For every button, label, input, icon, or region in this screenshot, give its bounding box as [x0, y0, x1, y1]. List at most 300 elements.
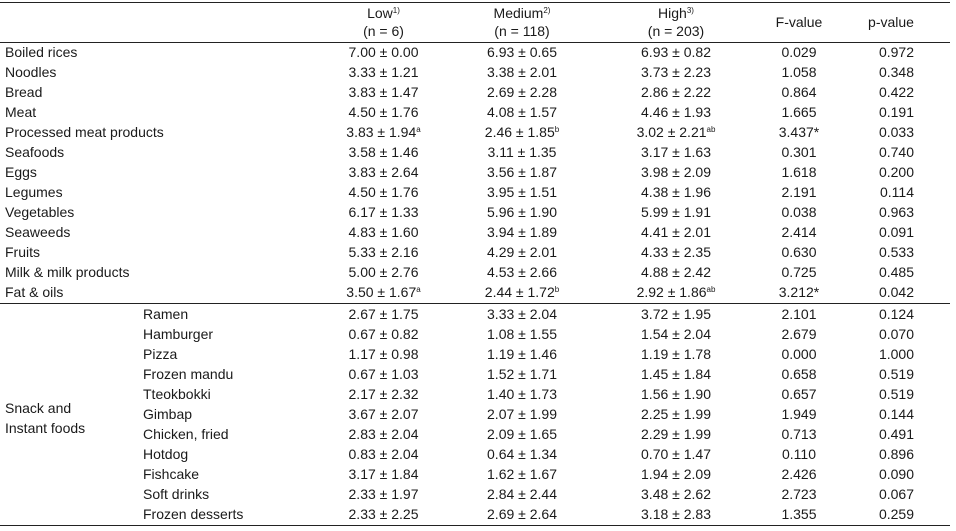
low-value-cell — [330, 102, 437, 122]
high-value-cell — [617, 404, 735, 424]
p-value-cell-text: 0.348 — [878, 64, 914, 80]
significance-letter: ab — [706, 125, 716, 134]
medium-value-cell-text: 1.40 ± 1.73 — [487, 386, 557, 402]
food-name-cell-text: Vegetables — [5, 204, 75, 220]
p-value-cell — [868, 142, 914, 162]
medium-value-cell — [466, 404, 578, 424]
snack-group-label-line1: Snack and — [5, 400, 72, 416]
high-value-cell-text: 1.54 ± 2.04 — [641, 326, 711, 342]
f-value-cell-text: 0.657 — [781, 386, 817, 402]
f-value-cell-text: 2.101 — [781, 306, 817, 322]
p-value-cell — [868, 464, 914, 484]
high-value-cell-text: 3.02 ± 2.21 — [636, 124, 707, 140]
food-name-cell — [143, 464, 199, 484]
f-value-cell-text: 0.000 — [781, 346, 817, 362]
table-row — [0, 324, 956, 344]
food-name-cell-text: Legumes — [5, 184, 63, 200]
header-low — [330, 4, 437, 40]
food-name-cell-text: Fat & oils — [5, 284, 64, 300]
table-row — [0, 262, 956, 282]
low-value-cell-text: 3.83 ± 1.94 — [346, 124, 417, 140]
f-value-cell-text: 0.038 — [781, 204, 817, 220]
food-name-cell — [143, 484, 209, 504]
f-value-cell — [768, 102, 830, 122]
medium-value-cell — [466, 182, 578, 202]
low-value-cell-text: 3.33 ± 1.21 — [348, 64, 419, 80]
medium-value-cell — [466, 484, 578, 504]
p-value-cell — [868, 324, 914, 344]
medium-value-cell — [466, 82, 578, 102]
low-value-cell — [330, 122, 437, 142]
f-value-cell — [768, 384, 830, 404]
medium-value-cell — [466, 304, 578, 324]
high-value-cell-text: 2.29 ± 1.99 — [641, 426, 711, 442]
high-value-cell — [617, 242, 735, 262]
p-value-cell-text: 0.896 — [878, 446, 914, 462]
high-value-cell — [617, 424, 735, 444]
low-value-cell — [330, 42, 437, 62]
header-medium-note: 2) — [543, 6, 551, 15]
medium-value-cell-text: 1.08 ± 1.55 — [487, 326, 557, 342]
table-row — [0, 62, 956, 82]
p-value-cell-text: 0.070 — [878, 326, 914, 342]
header-fvalue: F-value — [775, 14, 823, 30]
high-value-cell — [617, 62, 735, 82]
high-value-cell-text: 1.94 ± 2.09 — [641, 466, 711, 482]
medium-value-cell — [466, 282, 578, 302]
high-value-cell-text: 0.70 ± 1.47 — [641, 446, 711, 462]
p-value-cell-text: 0.090 — [878, 466, 914, 482]
table-row — [0, 202, 956, 222]
f-value-cell-text: 0.658 — [781, 366, 817, 382]
high-value-cell — [617, 282, 735, 302]
p-value-cell-text: 0.091 — [878, 224, 914, 240]
table-row — [0, 464, 956, 484]
medium-value-cell — [466, 142, 578, 162]
food-name-cell — [5, 182, 63, 202]
high-value-cell-text: 3.73 ± 2.23 — [641, 64, 711, 80]
table-row — [0, 222, 956, 242]
f-value-cell — [768, 82, 830, 102]
high-value-cell-text: 3.17 ± 1.63 — [641, 144, 711, 160]
high-value-cell — [617, 344, 735, 364]
f-value-cell — [768, 324, 830, 344]
f-value-cell — [768, 424, 830, 444]
p-value-cell-text: 0.422 — [878, 84, 914, 100]
f-value-cell — [768, 304, 830, 324]
f-value-cell — [768, 344, 830, 364]
high-value-cell — [617, 182, 735, 202]
high-value-cell-text: 1.45 ± 1.84 — [641, 366, 711, 382]
p-value-cell-text: 0.144 — [878, 406, 914, 422]
high-value-cell-text: 2.92 ± 1.86 — [636, 284, 707, 300]
high-value-cell — [617, 304, 735, 324]
high-value-cell — [617, 364, 735, 384]
low-value-cell-text: 0.67 ± 0.82 — [348, 326, 419, 342]
high-value-cell-text: 3.72 ± 1.95 — [641, 306, 711, 322]
low-value-cell — [330, 242, 437, 262]
food-name-cell-text: Processed meat products — [5, 124, 164, 140]
header-high-n: (n = 203) — [647, 23, 705, 39]
f-value-cell-text: 2.414 — [781, 224, 817, 240]
p-value-cell-text: 0.191 — [878, 104, 914, 120]
medium-value-cell-text: 5.96 ± 1.90 — [487, 204, 557, 220]
low-value-cell — [330, 364, 437, 384]
high-value-cell-text: 4.38 ± 1.96 — [641, 184, 711, 200]
f-value-cell-text: 1.355 — [781, 506, 817, 522]
low-value-cell-text: 2.33 ± 2.25 — [348, 506, 419, 522]
f-value-cell — [768, 202, 830, 222]
low-value-cell-text: 2.83 ± 2.04 — [348, 426, 419, 442]
low-value-cell — [330, 404, 437, 424]
medium-value-cell — [466, 504, 578, 524]
low-value-cell-text: 4.50 ± 1.76 — [348, 104, 419, 120]
medium-value-cell — [466, 102, 578, 122]
food-name-cell-text: Bread — [5, 84, 43, 100]
p-value-cell-text: 0.485 — [878, 264, 914, 280]
medium-value-cell-text: 2.44 ± 1.72 — [484, 284, 555, 300]
low-value-cell — [330, 82, 437, 102]
food-name-cell-text: Hotdog — [143, 446, 189, 462]
p-value-cell — [868, 202, 914, 222]
header-medium-n: (n = 118) — [494, 23, 550, 39]
low-value-cell-text: 0.67 ± 1.03 — [348, 366, 419, 382]
food-name-cell — [143, 424, 229, 444]
header-low-n: (n = 6) — [363, 23, 404, 39]
food-name-cell — [143, 324, 213, 344]
food-name-cell — [143, 384, 211, 404]
high-value-cell-text: 3.18 ± 2.83 — [641, 506, 711, 522]
food-name-cell — [143, 404, 192, 424]
f-value-cell — [768, 484, 830, 504]
low-value-cell — [330, 182, 437, 202]
low-value-cell — [330, 222, 437, 242]
food-name-cell — [5, 282, 63, 302]
medium-value-cell-text: 2.84 ± 2.44 — [487, 486, 557, 502]
low-value-cell-text: 3.67 ± 2.07 — [348, 406, 419, 422]
food-name-cell — [143, 504, 243, 524]
food-name-cell-text: Seafoods — [5, 144, 65, 160]
header-high-note: 3) — [686, 6, 694, 15]
food-name-cell-text: Boiled rices — [5, 44, 78, 60]
medium-value-cell-text: 2.09 ± 1.65 — [487, 426, 557, 442]
p-value-cell — [868, 42, 914, 62]
high-value-cell-text: 5.99 ± 1.91 — [641, 204, 711, 220]
table-row — [0, 304, 956, 324]
f-value-cell-text: 0.029 — [781, 44, 817, 60]
f-value-cell — [768, 404, 830, 424]
medium-value-cell-text: 2.69 ± 2.64 — [487, 506, 557, 522]
p-value-cell-text: 0.124 — [878, 306, 914, 322]
high-value-cell — [617, 484, 735, 504]
p-value-cell — [868, 122, 914, 142]
header-medium-label: Medium — [493, 5, 544, 21]
p-value-cell — [868, 444, 914, 464]
medium-value-cell-text: 4.08 ± 1.57 — [487, 104, 557, 120]
low-value-cell-text: 5.00 ± 2.76 — [348, 264, 419, 280]
high-value-cell-text: 1.19 ± 1.78 — [641, 346, 711, 362]
medium-value-cell — [466, 324, 578, 344]
table-row — [0, 42, 956, 62]
table-row — [0, 182, 956, 202]
p-value-cell — [868, 344, 914, 364]
table-row — [0, 424, 956, 444]
high-value-cell-text: 2.25 ± 1.99 — [641, 406, 711, 422]
food-name-cell — [143, 304, 188, 324]
food-name-cell-text: Frozen mandu — [143, 366, 234, 382]
medium-value-cell — [466, 122, 578, 142]
significance-letter: ab — [706, 285, 716, 294]
high-value-cell — [617, 82, 735, 102]
food-name-cell — [5, 42, 77, 62]
p-value-cell-text: 0.491 — [878, 426, 914, 442]
f-value-cell — [768, 242, 830, 262]
f-value-cell-text: 2.426 — [781, 466, 817, 482]
medium-value-cell-text: 1.19 ± 1.46 — [487, 346, 557, 362]
low-value-cell-text: 6.17 ± 1.33 — [348, 204, 419, 220]
low-value-cell — [330, 424, 437, 444]
low-value-cell — [330, 464, 437, 484]
f-value-cell-text: 0.301 — [781, 144, 817, 160]
low-value-cell — [330, 384, 437, 404]
high-value-cell — [617, 102, 735, 122]
f-value-cell — [768, 282, 830, 302]
medium-value-cell — [466, 344, 578, 364]
f-value-cell-text: 0.630 — [781, 244, 817, 260]
low-value-cell — [330, 262, 437, 282]
p-value-cell-text: 0.972 — [878, 44, 914, 60]
table-row — [0, 162, 956, 182]
food-name-cell-text: Noodles — [5, 64, 57, 80]
medium-value-cell — [466, 162, 578, 182]
table-row — [0, 404, 956, 424]
f-value-cell — [768, 464, 830, 484]
low-value-cell — [330, 162, 437, 182]
medium-value-cell — [466, 62, 578, 82]
p-value-cell-text: 0.033 — [878, 124, 914, 140]
food-name-cell-text: Milk & milk products — [5, 264, 130, 280]
table-row — [0, 142, 956, 162]
p-value-cell — [868, 504, 914, 524]
p-value-cell — [868, 242, 914, 262]
high-value-cell — [617, 262, 735, 282]
p-value-cell-text: 0.963 — [878, 204, 914, 220]
medium-value-cell-text: 6.93 ± 0.65 — [487, 44, 557, 60]
high-value-cell — [617, 202, 735, 222]
food-name-cell-text: Ramen — [143, 306, 189, 322]
high-value-cell — [617, 122, 735, 142]
food-name-cell — [143, 364, 233, 384]
f-value-cell — [768, 364, 830, 384]
p-value-cell — [868, 484, 914, 504]
high-value-cell — [617, 444, 735, 464]
medium-value-cell-text: 3.38 ± 2.01 — [487, 64, 557, 80]
header-high-label: High — [658, 5, 687, 21]
food-name-cell-text: Tteokbokki — [143, 386, 211, 402]
low-value-cell-text: 3.50 ± 1.67 — [346, 284, 417, 300]
medium-value-cell-text: 1.62 ± 1.67 — [487, 466, 557, 482]
f-value-cell-text: 2.723 — [781, 486, 817, 502]
food-name-cell-text: Soft drinks — [143, 486, 210, 502]
food-name-cell — [5, 202, 74, 222]
food-name-cell — [5, 242, 40, 262]
f-value-cell-text: 1.618 — [781, 164, 817, 180]
f-value-cell-text: 3.212* — [778, 284, 820, 300]
p-value-cell-text: 1.000 — [878, 346, 914, 362]
high-value-cell — [617, 222, 735, 242]
high-value-cell — [617, 464, 735, 484]
table-row — [0, 504, 956, 524]
p-value-cell-text: 0.067 — [878, 486, 914, 502]
medium-value-cell-text: 1.52 ± 1.71 — [487, 366, 557, 382]
f-value-cell-text: 0.110 — [782, 446, 816, 462]
high-value-cell — [617, 42, 735, 62]
f-value-cell — [768, 122, 830, 142]
significance-letter: b — [554, 285, 560, 294]
medium-value-cell-text: 2.46 ± 1.85 — [484, 124, 555, 140]
low-value-cell-text: 2.17 ± 2.32 — [348, 386, 419, 402]
f-value-cell-text: 1.949 — [781, 406, 817, 422]
food-name-cell-text: Fruits — [5, 244, 40, 260]
high-value-cell — [617, 324, 735, 344]
p-value-cell — [868, 182, 914, 202]
food-name-cell — [5, 102, 36, 122]
table-row — [0, 484, 956, 504]
food-name-cell — [143, 344, 177, 364]
medium-value-cell-text: 0.64 ± 1.34 — [487, 446, 557, 462]
f-value-cell — [768, 182, 830, 202]
low-value-cell-text: 3.17 ± 1.84 — [348, 466, 419, 482]
f-value-cell — [768, 262, 830, 282]
medium-value-cell — [466, 424, 578, 444]
low-value-cell-text: 3.58 ± 1.46 — [348, 144, 419, 160]
food-name-cell-text: Eggs — [5, 164, 37, 180]
food-name-cell-text: Gimbap — [143, 406, 193, 422]
p-value-cell — [868, 304, 914, 324]
table-row — [0, 444, 956, 464]
table-row — [0, 102, 956, 122]
high-value-cell-text: 3.98 ± 2.09 — [641, 164, 711, 180]
medium-value-cell — [466, 42, 578, 62]
food-name-cell — [143, 444, 188, 464]
f-value-cell-text: 3.437* — [778, 124, 820, 140]
f-value-cell — [768, 504, 830, 524]
low-value-cell — [330, 484, 437, 504]
significance-letter: b — [554, 125, 560, 134]
medium-value-cell-text: 3.33 ± 2.04 — [487, 306, 557, 322]
low-value-cell-text: 2.33 ± 1.97 — [348, 486, 419, 502]
high-value-cell-text: 4.41 ± 2.01 — [641, 224, 711, 240]
top-rule — [0, 2, 950, 3]
low-value-cell — [330, 444, 437, 464]
f-value-cell-text: 0.725 — [781, 264, 817, 280]
low-value-cell — [330, 282, 437, 302]
table-row — [0, 364, 956, 384]
p-value-cell-text: 0.740 — [878, 144, 914, 160]
f-value-cell — [768, 142, 830, 162]
low-value-cell-text: 2.67 ± 1.75 — [348, 306, 419, 322]
snack-group-label-line2: Instant foods — [5, 420, 86, 436]
low-value-cell-text: 5.33 ± 2.16 — [348, 244, 419, 260]
high-value-cell — [617, 142, 735, 162]
f-value-cell — [768, 42, 830, 62]
medium-value-cell — [466, 222, 578, 242]
p-value-cell — [868, 222, 914, 242]
food-name-cell — [5, 62, 56, 82]
food-name-cell-text: Seaweeds — [5, 224, 71, 240]
f-value-cell — [768, 62, 830, 82]
low-value-cell — [330, 304, 437, 324]
p-value-cell-text: 0.042 — [878, 284, 914, 300]
f-value-cell — [768, 444, 830, 464]
high-value-cell-text: 4.88 ± 2.42 — [641, 264, 711, 280]
table-row — [0, 344, 956, 364]
p-value-cell — [868, 384, 914, 404]
table-row — [0, 384, 956, 404]
high-value-cell-text: 3.48 ± 2.62 — [641, 486, 711, 502]
p-value-cell-text: 0.519 — [878, 366, 914, 382]
p-value-cell-text: 0.519 — [878, 386, 914, 402]
p-value-cell-text: 0.200 — [878, 164, 914, 180]
medium-value-cell-text: 3.94 ± 1.89 — [487, 224, 557, 240]
p-value-cell — [868, 82, 914, 102]
low-value-cell-text: 4.50 ± 1.76 — [348, 184, 419, 200]
medium-value-cell-text: 3.56 ± 1.87 — [487, 164, 557, 180]
header-medium — [466, 4, 578, 40]
food-name-cell — [5, 82, 42, 102]
low-value-cell-text: 7.00 ± 0.00 — [348, 44, 419, 60]
f-value-cell-text: 0.713 — [781, 426, 817, 442]
low-value-cell-text: 3.83 ± 2.64 — [348, 164, 419, 180]
low-value-cell — [330, 344, 437, 364]
low-value-cell — [330, 324, 437, 344]
high-value-cell-text: 1.56 ± 1.90 — [641, 386, 711, 402]
high-value-cell — [617, 162, 735, 182]
header-low-note: 1) — [392, 6, 400, 15]
medium-value-cell-text: 3.95 ± 1.51 — [487, 184, 557, 200]
medium-value-cell — [466, 384, 578, 404]
f-value-cell — [768, 222, 830, 242]
food-name-cell — [5, 122, 164, 142]
food-name-cell — [5, 262, 129, 282]
food-name-cell-text: Fishcake — [143, 466, 200, 482]
medium-value-cell — [466, 242, 578, 262]
table-row — [0, 242, 956, 262]
medium-value-cell — [466, 464, 578, 484]
high-value-cell — [617, 384, 735, 404]
medium-value-cell-text: 2.69 ± 2.28 — [487, 84, 557, 100]
medium-value-cell — [466, 202, 578, 222]
table-row — [0, 122, 956, 142]
low-value-cell — [330, 62, 437, 82]
medium-value-cell-text: 2.07 ± 1.99 — [487, 406, 557, 422]
low-value-cell — [330, 142, 437, 162]
header-low-label: Low — [367, 5, 393, 21]
high-value-cell-text: 4.46 ± 1.93 — [641, 104, 711, 120]
p-value-cell — [868, 262, 914, 282]
medium-value-cell-text: 4.29 ± 2.01 — [487, 244, 557, 260]
high-value-cell-text: 6.93 ± 0.82 — [641, 44, 711, 60]
f-value-cell-text: 1.665 — [781, 104, 817, 120]
food-name-cell — [5, 162, 37, 182]
table-row — [0, 82, 956, 102]
food-name-cell-text: Chicken, fried — [143, 426, 229, 442]
food-name-cell-text: Meat — [5, 104, 37, 120]
bottom-rule — [0, 525, 950, 526]
low-value-cell — [330, 504, 437, 524]
p-value-cell — [868, 282, 914, 302]
p-value-cell — [868, 62, 914, 82]
